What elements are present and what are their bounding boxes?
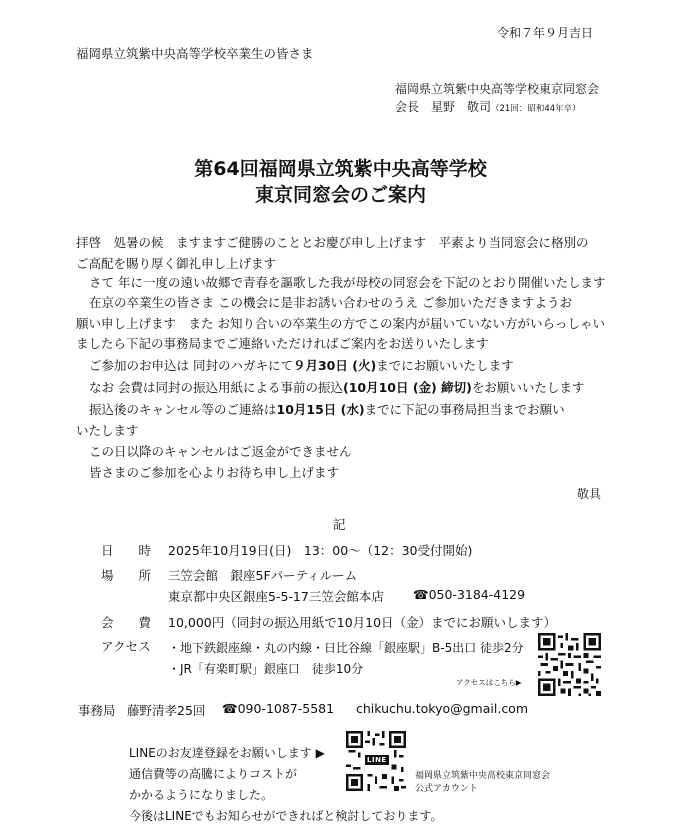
issue-date: 令和７年９月吉日 xyxy=(497,26,594,40)
line-plan: 今後はLINEでもお知らせができればと検討しております。 xyxy=(129,809,443,823)
access-line-2: ・JR「有楽町駅」銀座口 徒歩10分 xyxy=(168,662,364,676)
fee-label: 会 費 xyxy=(101,615,152,630)
office-phone: ☎090-1087-5581 xyxy=(222,701,335,716)
place-address: 東京都中央区銀座5-5-17三笠会館本店 xyxy=(168,589,384,604)
body-p4 xyxy=(89,356,514,374)
body-p3c: ましたら下記の事務局までご連絡いただければご案内をお送りいたします xyxy=(76,336,489,351)
p6-deadline: 10月15日 (水) xyxy=(276,402,365,417)
line-reason-2: かかるようになりました。 xyxy=(129,788,274,802)
body-p3a: 在京の卒業生の皆さま この機会に是非お誘い合わせのうえ ご参加いただきますようお xyxy=(89,295,572,310)
closing: 敬具 xyxy=(577,487,602,501)
line-request: LINEのお友達登録をお願いします ▶ xyxy=(129,746,325,760)
line-reason-1: 通信費等の高騰によりコストが xyxy=(129,767,298,781)
date-value: 2025年10月19日(日) 13：00～（12：30受付開始) xyxy=(168,543,473,558)
fee-value: 10,000円（同封の振込用紙で10月10日（金）までにお願いします） xyxy=(168,615,557,630)
body-p6b: いたします xyxy=(76,423,139,438)
president-note: （21回：昭和44年卒） xyxy=(491,104,581,114)
access-qr-caption: アクセスはこちら▶ xyxy=(456,678,522,687)
access-label: アクセス xyxy=(101,639,151,654)
body-p5 xyxy=(89,378,584,396)
body-p7: この日以降のキャンセルはご返金ができません xyxy=(89,444,352,459)
line-qr-code[interactable] xyxy=(346,731,406,791)
access-qr-code[interactable] xyxy=(538,633,601,696)
line-account-name: 福岡県立筑紫中央高校東京同窓会 xyxy=(415,771,551,781)
access-line-1: ・地下鉄銀座線・丸の内線・日比谷線「銀座駅」B-5出口 徒歩2分 xyxy=(168,641,524,655)
p5-deadline: (10月10日 (金) 締切) xyxy=(342,380,472,395)
p5-pre: なお 会費は同封の振込用紙による事前の振込 xyxy=(89,380,343,395)
title-line-1: 第64回福岡県立筑紫中央高等学校 xyxy=(194,158,487,180)
p4-post: までにお願いいたします xyxy=(376,358,514,373)
p4-pre: ご参加のお申込は 同封のハガキにて xyxy=(89,358,293,373)
body-p1b: ご高配を賜り厚く御礼申し上げます xyxy=(76,256,277,271)
place-phone: ☎050-3184-4129 xyxy=(413,587,526,602)
place-label: 場 所 xyxy=(101,568,152,583)
p6-post: までに下記の事務局担当までお願い xyxy=(364,402,565,417)
sender-president xyxy=(395,98,581,115)
body-p3b: 願い申し上げます また お知り合いの卒業生の方でこの案内が届いていない方がいらっしゃい xyxy=(76,316,605,331)
ki-heading: 記 xyxy=(333,517,346,532)
p6-pre: 振込後のキャンセル等のご連絡は xyxy=(89,402,277,417)
line-account-type: 公式アカウント xyxy=(415,784,478,794)
title-line-2: 東京同窓会のご案内 xyxy=(254,184,426,206)
line-badge: LINE xyxy=(367,756,387,764)
recipient: 福岡県立筑紫中央高等学校卒業生の皆さま xyxy=(76,46,314,61)
office-label: 事務局 xyxy=(78,703,116,718)
body-p2: さて 年に一度の遠い故郷で青春を謳歌した我が母校の同窓会を下記のとおり開催いたします xyxy=(89,275,606,290)
president-name: 会長 星野 敬司 xyxy=(395,100,492,114)
date-label: 日 時 xyxy=(101,543,152,558)
p4-deadline: ９月30日 (火) xyxy=(292,358,377,373)
body-p8: 皆さまのご参加を心よりお待ち申し上げます xyxy=(89,465,340,480)
body-p6 xyxy=(89,400,565,418)
p5-post: をお願いいたします xyxy=(471,380,585,395)
office-email[interactable]: chikuchu.tokyo@gmail.com xyxy=(356,701,529,716)
sender-org: 福岡県立筑紫中央高等学校東京同窓会 xyxy=(395,82,600,96)
body-p1a: 拝啓 処暑の候 ますますご健勝のこととお慶び申し上げます 平素より当同窓会に格別の xyxy=(76,235,589,250)
place-name: 三笠会館 銀座5Fパーティルーム xyxy=(168,568,358,583)
office-name: 藤野清孝25回 xyxy=(127,703,206,718)
